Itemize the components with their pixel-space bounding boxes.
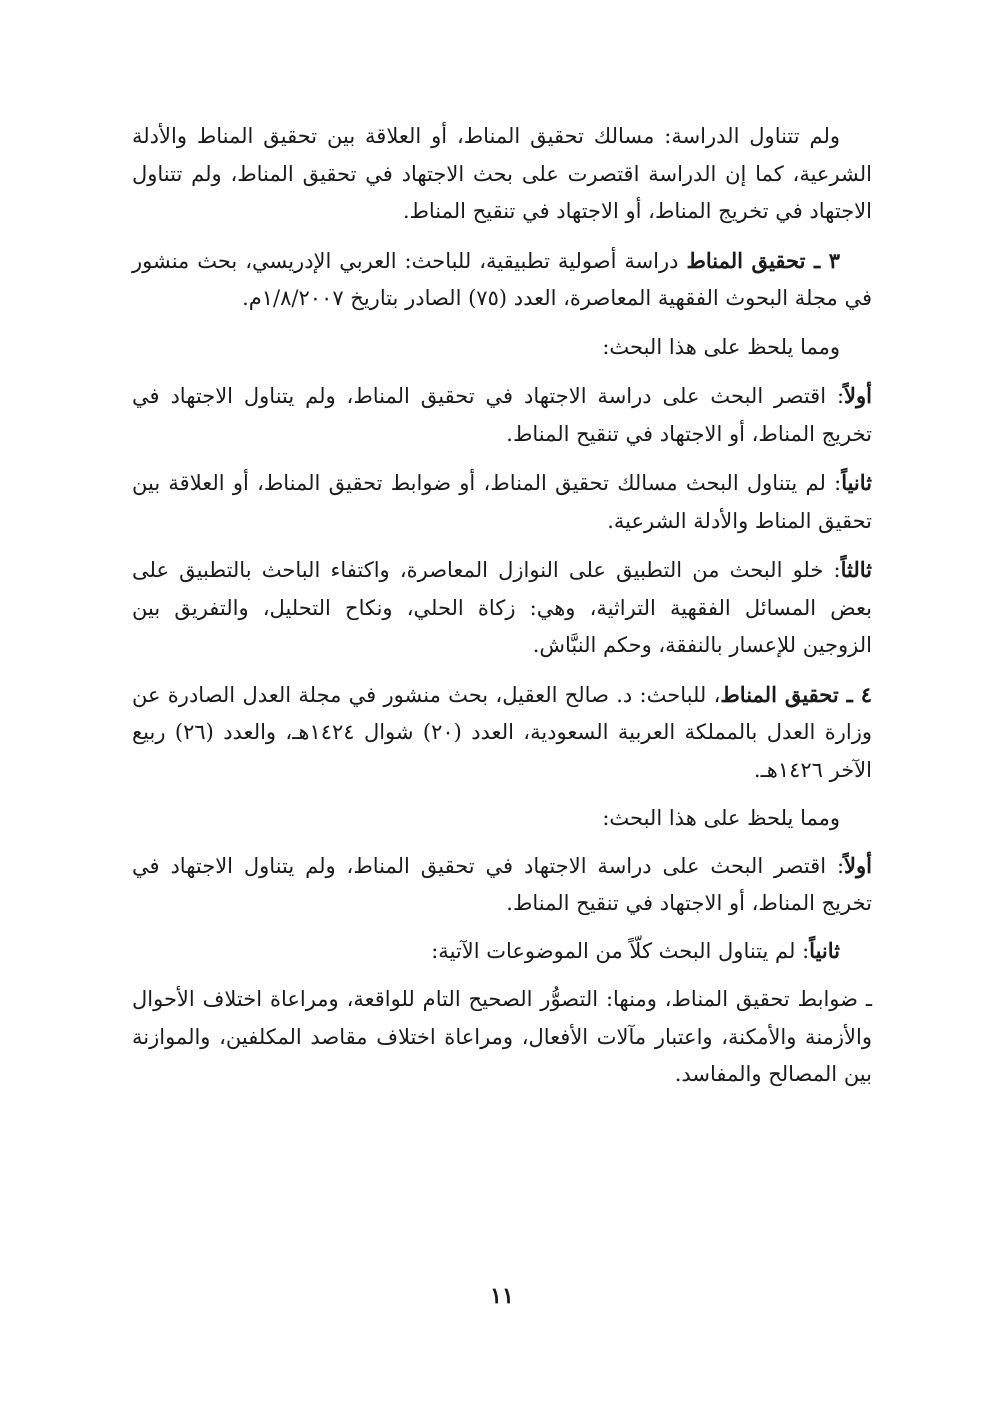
paragraph-intro [132,118,872,231]
paragraph-text: ومما يلحظ على هذا البحث: [602,334,840,359]
point-label: ثانياً [841,470,873,495]
paragraph-text: ، للباحث: د. صالح العقيل، بحث منشور في مجلة العدل الصادرة عن وزارة العدل بالمملكة العربية السعودية، العدد (٢٠) شوال ١٤٢٤هـ، والعدد (٢٦) ربيع الآخر ١٤٢٦هـ. [132,682,872,782]
paragraph-first-point [132,377,872,453]
paragraph-text: ـ ضوابط تحقيق المناط، ومنها: التصوُّر الصحيح التام للواقعة، ومراعاة اختلاف الأحوال والأزمنة والأمكنة، واعتبار مآلات الأفعال، ومراعاة اختلاف مقاصد المكلفين، والموازنة بين المصالح والمفاسد. [132,987,872,1086]
paragraph-text: : اقتصر البحث على دراسة الاجتهاد في تحقيق المناط، ولم يتناول الاجتهاد في تخريج المناط، أو الاجتهاد في تنقيح المناط. [132,853,872,915]
paragraph-text: ومما يلحظ على هذا البحث: [602,806,840,830]
paragraph-text: : خلو البحث من التطبيق على النوازل المعاصرة، واكتفاء الباحث بالتطبيق على بعض المسائل الفقهية التراثية، وهي: زكاة الحلي، ونكاح التحليل، والتفريق بين الزوجين للإعسار بالنفقة، وحكم النبَّاش. [132,558,873,657]
point-label: ثالثاً [840,557,872,582]
study-title: ٣ ـ تحقيق المناط [686,247,840,273]
paragraph-study-4 [132,676,872,790]
paragraph-second-point [132,464,872,540]
paragraph-text: ولم تتناول الدراسة: مسالك تحقيق المناط، أو العلاقة بين تحقيق المناط والأدلة الشرعية، كما إن الدراسة اقتصرت على بحث الاجتهاد في تحقيق المناط، ولم تتناول الاجتهاد في تخريج المناط، أو الاجتهاد في تنقيح المناط. [132,124,872,223]
paragraph-text: : لم يتناول البحث مسالك تحقيق المناط، أو ضوابط تحقيق المناط، أو العلاقة بين تحقيق المناط والأدلة الشرعية. [132,471,872,533]
paragraph-observation-heading [132,329,872,367]
paragraph-text: : اقتصر البحث على دراسة الاجتهاد في تحقيق المناط، ولم يتناول الاجتهاد في تخريج المناط، أو الاجتهاد في تنقيح المناط. [132,384,872,446]
point-label: أولاً [844,852,872,878]
paragraph-text: : لم يتناول البحث كلّاً من الموضوعات الآتية: [431,938,810,963]
page-number: ١١ [490,1283,514,1309]
paragraph-third-point [132,551,872,665]
study-title: ٤ ـ تحقيق المناط [720,681,872,707]
paragraph-study-3 [132,242,872,318]
paragraph-second-point [132,932,872,971]
page-body [132,118,872,1105]
point-label: ثانياً [809,937,840,963]
paragraph-text: دراسة أصولية تطبيقية، للباحث: العربي الإدريسي، بحث منشور في مجلة البحوث الفقهية المعاصرة، العدد (٧٥) الصادر بتاريخ ١/٨/٢٠٠٧م. [132,248,872,310]
paragraph-bullet-controls [132,981,872,1094]
paragraph-first-point [132,847,872,923]
paragraph-observation-heading [132,800,872,838]
point-label: أولاً [844,383,872,408]
